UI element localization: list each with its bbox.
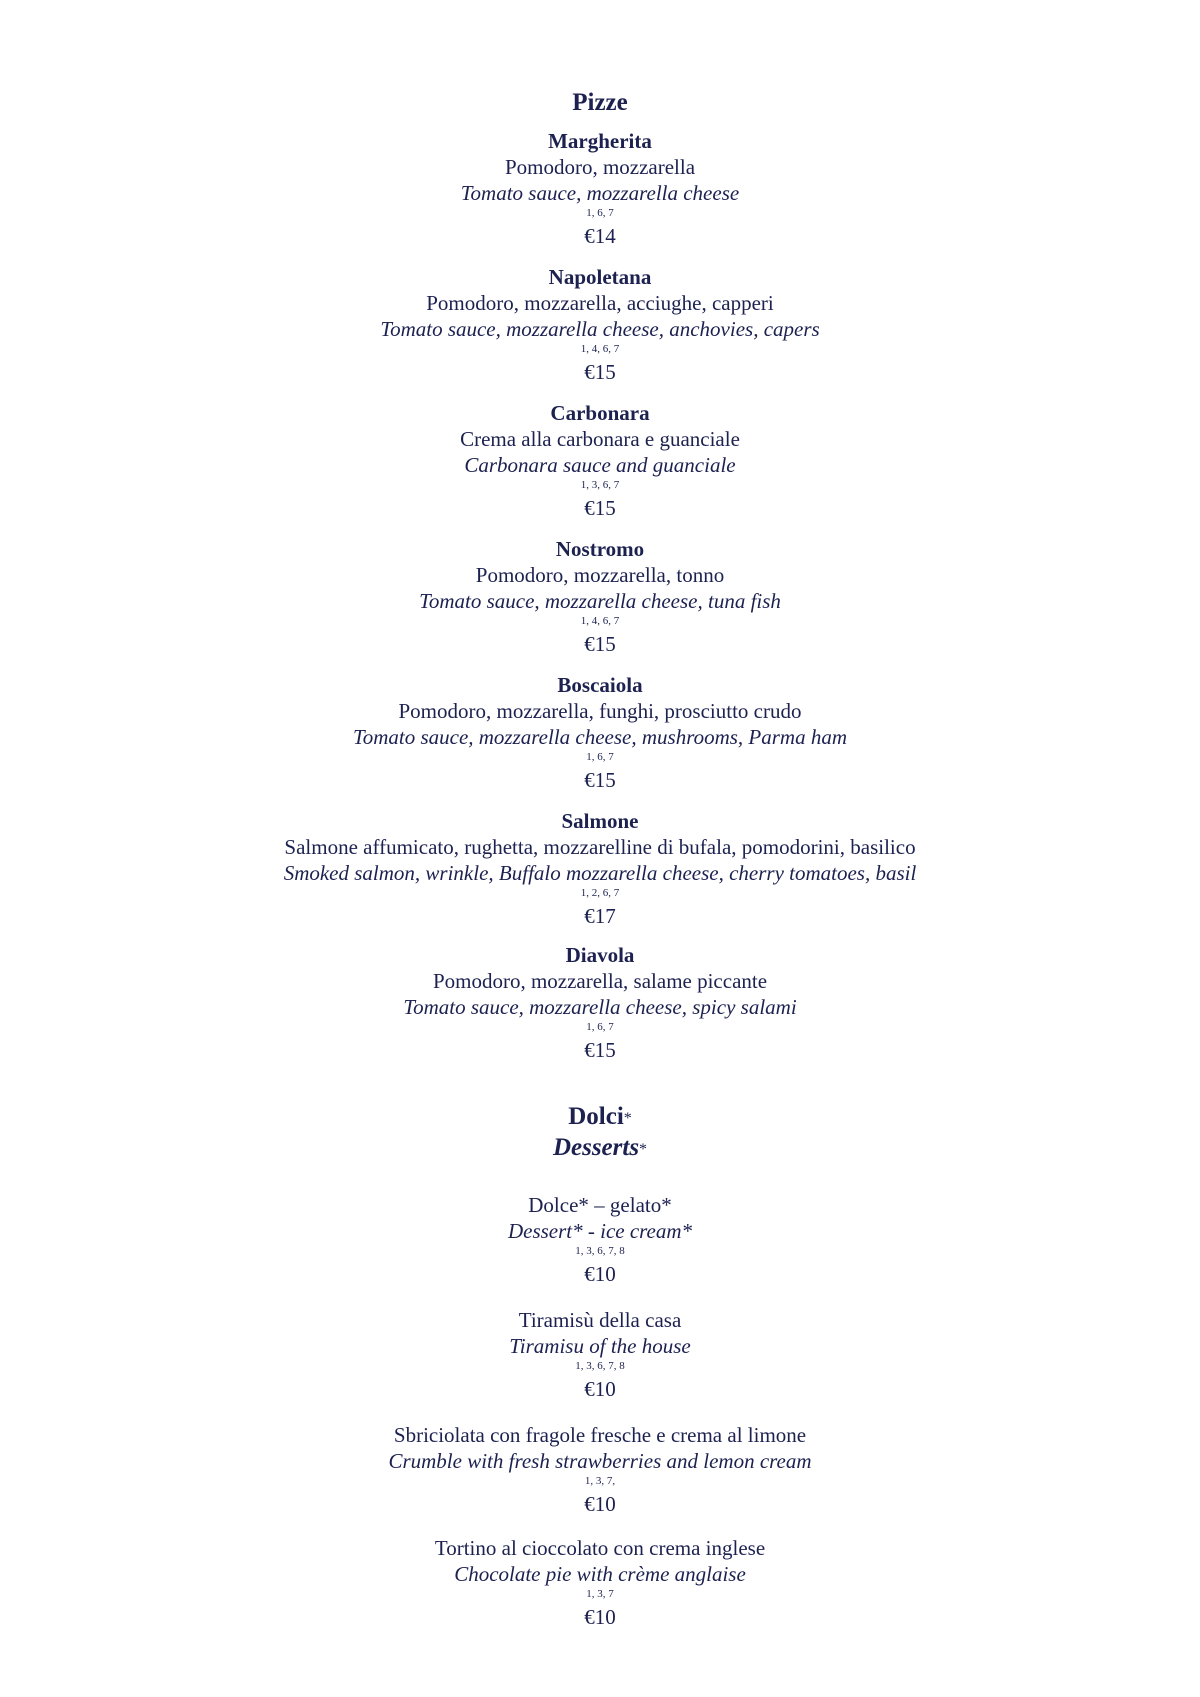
- item-allergens: 1, 3, 6, 7, 8: [575, 1245, 625, 1257]
- menu-item-nostromo: [0, 536, 1200, 659]
- item-price: €10: [584, 1492, 616, 1516]
- menu-item-diavola: [0, 942, 1200, 1065]
- menu-item-tiramisu: [0, 1307, 1200, 1404]
- item-name: Boscaiola: [557, 673, 643, 697]
- item-name: Margherita: [548, 129, 652, 153]
- item-allergens: 1, 3, 6, 7: [580, 479, 620, 491]
- item-allergens: 1, 6, 7: [586, 1021, 614, 1033]
- item-description-it: Pomodoro, mozzarella: [504, 155, 696, 179]
- item-description-it: Dolce* – gelato*: [528, 1193, 672, 1217]
- item-description-en: Chocolate pie with crème anglaise: [454, 1562, 746, 1586]
- item-allergens: 1, 4, 6, 7: [580, 615, 620, 627]
- menu-item-margherita: [0, 128, 1200, 251]
- item-description-it: Pomodoro, mozzarella, salame piccante: [432, 969, 768, 993]
- menu-item-carbonara: [0, 400, 1200, 523]
- item-price: €14: [584, 224, 616, 248]
- item-price: €17: [584, 904, 616, 928]
- item-price: €15: [584, 1038, 616, 1062]
- menu-item-dolce-gelato: [0, 1192, 1200, 1289]
- item-allergens: 1, 3, 6, 7, 8: [575, 1360, 625, 1372]
- item-price: €15: [584, 496, 616, 520]
- menu-item-sbriciolata: [0, 1422, 1200, 1519]
- item-name: Salmone: [561, 809, 639, 833]
- menu-item-napoletana: [0, 264, 1200, 387]
- dolci-subtitle-text: Desserts: [552, 1134, 640, 1161]
- item-description-it: Tortino al cioccolato con crema inglese: [434, 1536, 766, 1560]
- item-description-it: Crema alla carbonara e guanciale: [460, 427, 740, 451]
- item-allergens: 1, 3, 7,: [584, 1475, 616, 1487]
- item-description-en: Tomato sauce, mozzarella cheese, mushrooms, Parma ham: [352, 725, 848, 749]
- item-allergens: 1, 6, 7: [586, 207, 614, 219]
- menu-item-boscaiola: [0, 672, 1200, 795]
- item-description-en: Smoked salmon, wrinkle, Buffalo mozzarella cheese, cherry tomatoes, basil: [283, 861, 917, 885]
- item-name: Napoletana: [548, 265, 652, 289]
- item-description-it: Pomodoro, mozzarella, funghi, prosciutto crudo: [398, 699, 802, 723]
- pizze-section: [0, 88, 1200, 118]
- item-description-it: Salmone affumicato, rughetta, mozzarelline di bufala, pomodorini, basilico: [284, 835, 916, 859]
- item-description-en: Dessert* - ice cream*: [507, 1219, 693, 1243]
- item-description-en: Tomato sauce, mozzarella cheese, anchovies, capers: [380, 317, 820, 341]
- item-allergens: 1, 2, 6, 7: [580, 887, 620, 899]
- asterisk-note: *: [639, 1141, 648, 1158]
- item-price: €10: [584, 1262, 616, 1286]
- item-description-en: Tomato sauce, mozzarella cheese, spicy salami: [403, 995, 797, 1019]
- item-price: €15: [584, 768, 616, 792]
- item-allergens: 1, 6, 7: [586, 751, 614, 763]
- item-name: Nostromo: [555, 537, 645, 561]
- dolci-title: [0, 1102, 1200, 1132]
- item-description-it: Tiramisù della casa: [518, 1308, 682, 1332]
- item-price: €10: [584, 1377, 616, 1401]
- item-name: Carbonara: [550, 401, 650, 425]
- dolci-subtitle: [0, 1132, 1200, 1164]
- item-description-en: Crumble with fresh strawberries and lemon cream: [388, 1449, 812, 1473]
- pizze-title: Pizze: [572, 89, 628, 116]
- menu-item-salmone: [0, 808, 1200, 931]
- asterisk-note: *: [623, 1110, 632, 1127]
- dolci-title-text: Dolci: [568, 1103, 624, 1130]
- item-description-en: Tomato sauce, mozzarella cheese, tuna fish: [419, 589, 781, 613]
- dolci-section: [0, 1102, 1200, 1164]
- item-allergens: 1, 4, 6, 7: [580, 343, 620, 355]
- item-description-it: Sbriciolata con fragole fresche e crema al limone: [393, 1423, 807, 1447]
- item-price: €10: [584, 1605, 616, 1629]
- item-description-en: Carbonara sauce and guanciale: [464, 453, 736, 477]
- item-price: €15: [584, 360, 616, 384]
- item-price: €15: [584, 632, 616, 656]
- item-description-en: Tomato sauce, mozzarella cheese: [460, 181, 740, 205]
- item-name: Diavola: [565, 943, 635, 967]
- item-description-en: Tiramisu of the house: [509, 1334, 691, 1358]
- menu-item-tortino: [0, 1535, 1200, 1632]
- item-description-it: Pomodoro, mozzarella, tonno: [475, 563, 725, 587]
- item-allergens: 1, 3, 7: [586, 1588, 614, 1600]
- item-description-it: Pomodoro, mozzarella, acciughe, capperi: [426, 291, 774, 315]
